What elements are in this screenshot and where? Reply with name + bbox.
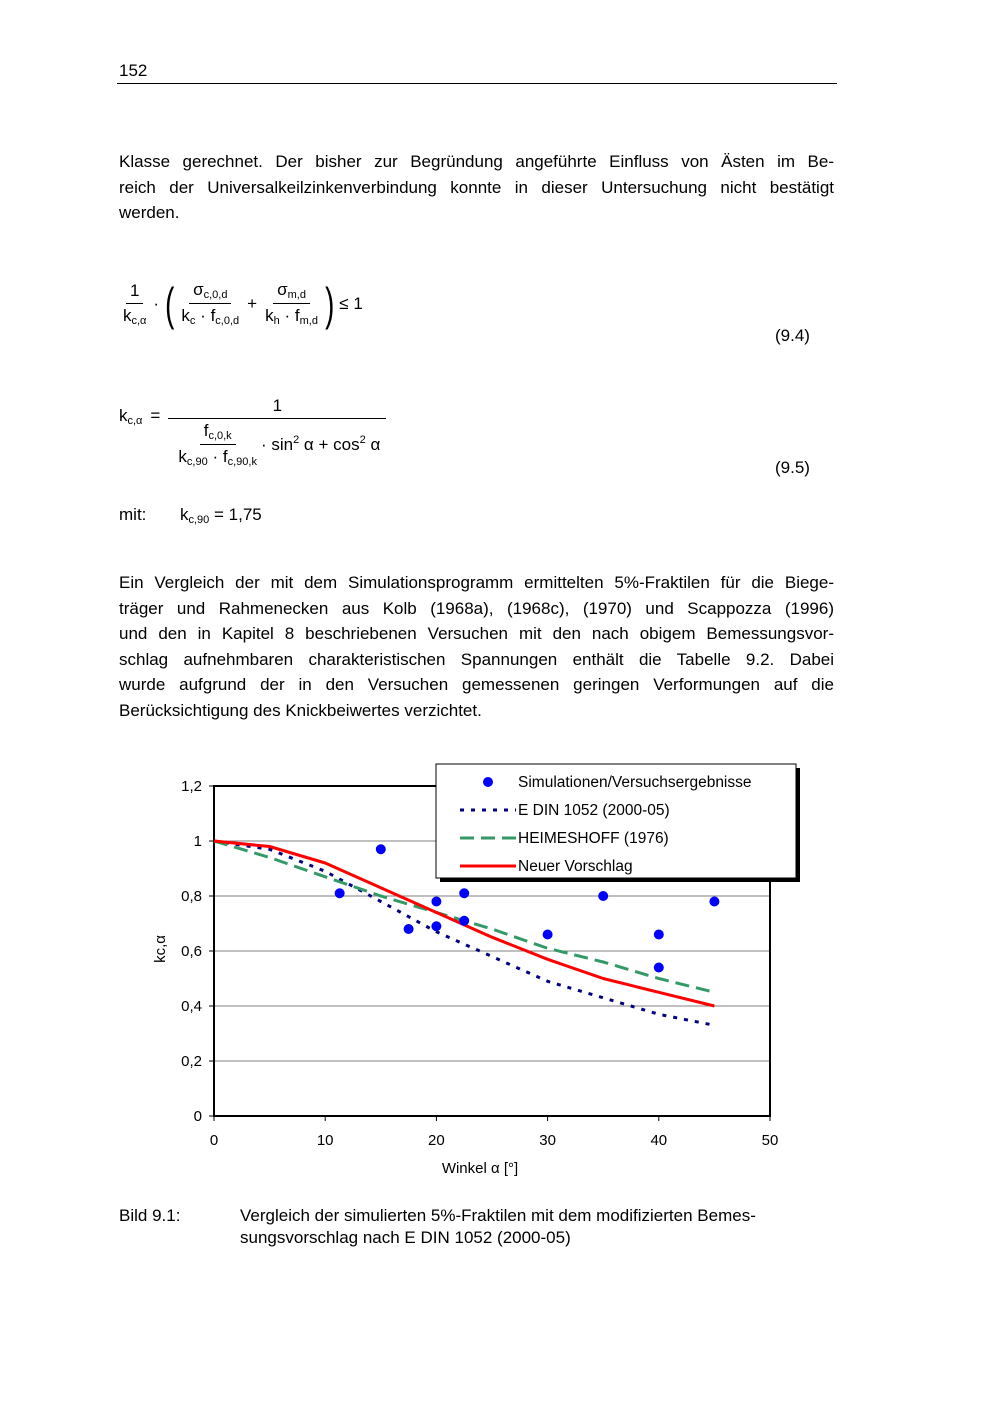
eq-alpha: α xyxy=(365,435,381,454)
paragraph-line: träger und Rahmenecken aus Kolb (1968a), (1968c), (1970) und Scappozza (1996) xyxy=(119,598,834,618)
legend-marker xyxy=(483,777,493,787)
eq-numerator-one: 1 xyxy=(129,280,140,300)
eq-sin: · sin xyxy=(260,435,294,454)
y-tick-label: 1,2 xyxy=(181,778,202,795)
eq-symbol-sigma: σ xyxy=(193,280,204,299)
paragraph-line: und den in Kapitel 8 beschriebenen Versuchen mit den nach obigem Bemessungsvor- xyxy=(119,624,834,643)
legend-label: Simulationen/Versuchsergebnisse xyxy=(518,774,752,791)
eq-superscript: 2 xyxy=(293,434,300,446)
eq-symbol-k: k xyxy=(265,306,274,325)
y-tick-label: 0,4 xyxy=(181,998,202,1015)
x-tick-label: 50 xyxy=(761,1132,779,1149)
y-tick-label: 0 xyxy=(193,1108,202,1125)
data-point xyxy=(404,924,414,934)
paragraph-2 xyxy=(119,570,834,723)
y-axis-label: kc,α xyxy=(152,935,169,963)
chart-svg xyxy=(140,760,840,1190)
eq-leq-one: ≤ 1 xyxy=(339,293,363,313)
eq-trig-expression xyxy=(261,434,380,455)
header-rule xyxy=(117,83,837,84)
eq-subscript: c,0,d xyxy=(203,289,228,301)
fraction-one-over-kc-alpha xyxy=(119,281,150,327)
paragraph-line: schlag aufnehmbaren charakteristischen Spannungen enthält die Tabelle 9.2. Dabei xyxy=(119,649,834,669)
eq-alpha-plus-cos: α + cos xyxy=(299,435,360,454)
eq-subscript: c,0,d xyxy=(215,315,240,327)
equation-number-9-5: (9.5) xyxy=(775,458,810,477)
chart-figure xyxy=(140,760,840,1190)
x-tick-label: 20 xyxy=(428,1132,445,1149)
eq-dot: · xyxy=(200,306,206,325)
y-tick-label: 0,8 xyxy=(181,888,202,905)
eq-subscript: c,α xyxy=(127,415,143,427)
data-point xyxy=(376,844,386,854)
caption-line: Vergleich der simulierten 5%-Fraktilen mit dem modifizierten Bemes- xyxy=(240,1206,756,1225)
eq-subscript: c,90,k xyxy=(227,456,257,468)
eq-right-paren: ) xyxy=(325,277,335,330)
eq-symbol-f: f xyxy=(222,447,228,466)
equation-9-5 xyxy=(119,396,386,468)
paragraph-line: Berücksichtigung des Knickbeiwertes verzichtet. xyxy=(119,700,482,720)
mit-value: = 1,75 xyxy=(209,505,262,524)
data-point xyxy=(431,921,441,931)
eq-equals: = xyxy=(150,406,161,425)
x-axis-label: Winkel α [°] xyxy=(441,1160,519,1177)
paragraph-1 xyxy=(119,149,834,226)
data-point xyxy=(543,930,553,940)
mit-line xyxy=(119,505,262,526)
caption-line: sungsvorschlag nach E DIN 1052 (2000-05) xyxy=(240,1228,571,1247)
eq-subscript: c,90 xyxy=(186,456,208,468)
data-point xyxy=(598,891,608,901)
legend-label: HEIMESHOFF (1976) xyxy=(518,830,669,847)
paragraph-line: reich der Universalkeilzinkenverbindung konnte in dieser Untersuchung nicht bestätigt xyxy=(119,177,834,197)
fraction-kc-alpha xyxy=(168,396,386,468)
eq-subscript: c xyxy=(189,315,196,327)
eq-subscript: h xyxy=(273,315,280,327)
eq-dot: · xyxy=(212,447,219,466)
x-tick-label: 10 xyxy=(316,1132,334,1149)
eq-symbol-sigma: σ xyxy=(277,280,288,299)
eq-subscript: m,d xyxy=(299,315,318,327)
legend-label: Neuer Vorschlag xyxy=(518,858,633,875)
paragraph-line: Klasse gerechnet. Der bisher zur Begründung angeführte Einfluss von Ästen im Be- xyxy=(119,152,834,171)
eq-symbol-k: k xyxy=(181,306,190,325)
fraction-f-c0k xyxy=(174,421,261,468)
x-tick-label: 0 xyxy=(209,1132,219,1149)
eq-subscript: c,α xyxy=(131,314,147,327)
y-tick-label: 1 xyxy=(193,833,202,850)
mit-label: mit: xyxy=(119,505,147,524)
paragraph-line: werden. xyxy=(119,203,180,222)
x-tick-label: 40 xyxy=(650,1132,668,1149)
eq-subscript: c,0,k xyxy=(208,430,232,442)
eq-superscript: 2 xyxy=(359,434,366,446)
caption-label: Bild 9.1: xyxy=(119,1206,181,1225)
y-tick-label: 0,6 xyxy=(181,943,202,960)
mit-k: k xyxy=(180,505,189,524)
eq-symbol-f: f xyxy=(203,421,209,440)
eq-dot: · xyxy=(153,293,160,313)
eq-symbol-k: k xyxy=(119,406,128,425)
paragraph-line: wurde aufgrund der in den Versuchen gemessenen geringen Verformungen auf die xyxy=(119,675,834,694)
eq-symbol-k: k xyxy=(178,447,187,466)
mit-subscript: c,90 xyxy=(188,514,210,526)
legend-label: E DIN 1052 (2000-05) xyxy=(518,802,670,819)
eq-symbol-f: f xyxy=(294,306,300,325)
eq-symbol-f: f xyxy=(210,306,216,325)
data-point xyxy=(459,916,469,926)
equation-9-4 xyxy=(119,277,363,330)
fraction-sigma-md xyxy=(261,280,322,327)
paragraph-line: Ein Vergleich der mit dem Simulationsprogramm ermittelten 5%-Fraktilen für die Biege- xyxy=(119,573,834,592)
data-point xyxy=(709,897,719,907)
data-point xyxy=(654,963,664,973)
x-tick-label: 30 xyxy=(539,1132,556,1149)
eq-numerator-one: 1 xyxy=(272,396,283,415)
eq-plus: + xyxy=(247,293,258,313)
eq-left-paren: ( xyxy=(165,277,175,330)
equation-number-9-4: (9.4) xyxy=(775,326,810,345)
eq-dot: · xyxy=(284,306,291,325)
eq-symbol-k: k xyxy=(123,305,132,325)
data-point xyxy=(459,888,469,898)
y-tick-label: 0,2 xyxy=(181,1053,202,1070)
page-number: 152 xyxy=(119,61,148,80)
data-point xyxy=(335,888,345,898)
eq-subscript: m,d xyxy=(287,289,306,301)
data-point xyxy=(431,897,441,907)
data-point xyxy=(654,930,664,940)
fraction-sigma-c0d xyxy=(177,280,243,327)
